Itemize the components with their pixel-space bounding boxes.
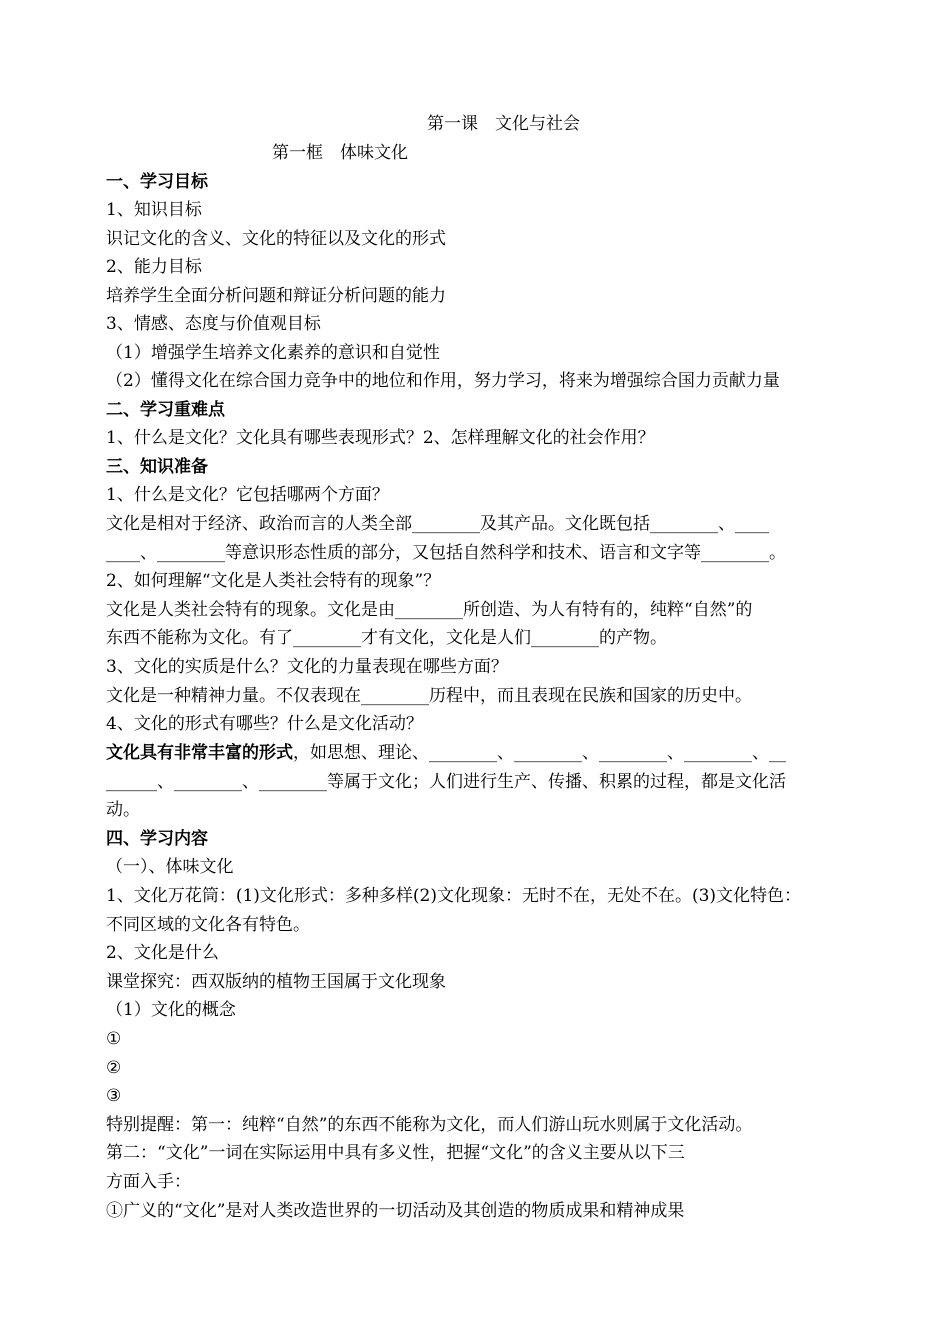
text-line: 1、知识目标 [106,200,202,220]
forms-line-bold: 文化具有非常丰富的形式 [106,743,293,763]
text-line: ______、________、________等属于文化；人们进行生产、传播、积累的过程，都是文化活 [106,772,786,792]
text-line: 文化是相对于经济、政治而言的人类全部________及其产品。文化既包括________、____ [106,514,769,534]
text-line: 1、什么是文化？它包括哪两个方面？ [106,485,389,505]
heading-learning-content: 四、学习内容 [106,829,208,849]
lesson-title: 第一课 文化与社会 [427,114,580,134]
text-line: ____、________等意识形态性质的部分，又包括自然科学和技术、语言和文字等________。 [106,543,786,563]
forms-line-rest: ，如思想、理论、________、________、________、________、__ [293,743,786,763]
text-line: （1）增强学生培养文化素养的意识和自觉性 [106,343,440,363]
text-line: 3、情感、态度与价值观目标 [106,314,321,334]
text-line: 识记文化的含义、文化的特征以及文化的形式 [106,229,446,249]
section-subtitle: 第一框 体味文化 [272,143,408,163]
text-line: （2）懂得文化在综合国力竞争中的地位和作用，努力学习，将来为增强综合国力贡献力量 [106,371,780,391]
text-line: 1、什么是文化？文化具有哪些表现形式？2、怎样理解文化的社会作用？ [106,428,655,448]
text-line: （一）、体味文化 [106,857,234,877]
text-line: 课堂探究：西双版纳的植物王国属于文化现象 [106,972,446,992]
text-line: 培养学生全面分析问题和辩证分析问题的能力 [106,286,446,306]
text-line: 东西不能称为文化。有了________才有文化，文化是人们________的产物。 [106,628,667,648]
heading-learning-goals: 一、学习目标 [106,172,208,192]
text-line: 3、文化的实质是什么？文化的力量表现在哪些方面？ [106,657,508,677]
heading-knowledge-prep: 三、知识准备 [106,457,208,477]
text-line: ② [106,1058,122,1078]
text-line: 2、能力目标 [106,257,202,277]
text-line: 不同区域的文化各有特色。 [106,915,310,935]
text-line: 2、文化是什么 [106,943,219,963]
text-line: 特别提醒：第一：纯粹“自然”的东西不能称为文化，而人们游山玩水则属于文化活动。 [106,1115,753,1135]
text-line: 第二：“文化”一词在实际运用中具有多义性，把握“文化”的含义主要从以下三 [106,1143,685,1163]
text-line: ③ [106,1086,122,1106]
text-line: 1、文化万花筒：(1)文化形式：多种多样(2)文化现象：无时不在，无处不在。(3)文化特色： [106,886,802,906]
text-line: （1）文化的概念 [106,1000,236,1020]
forms-line [106,743,786,763]
text-line: 2、如何理解“文化是人类社会特有的现象”？ [106,571,441,591]
text-line: 动。 [106,800,140,820]
text-line: 4、文化的形式有哪些？什么是文化活动？ [106,714,423,734]
text-line: 方面入手： [106,1172,191,1192]
text-line: ① [106,1029,122,1049]
text-line: 文化是一种精神力量。不仅表现在________历程中，而且表现在民族和国家的历史中。 [106,686,752,706]
heading-key-points: 二、学习重难点 [106,400,225,420]
text-line: ①广义的“文化”是对人类改造世界的一切活动及其创造的物质成果和精神成果 [106,1201,685,1221]
text-line: 文化是人类社会特有的现象。文化是由________所创造、为人有特有的，纯粹“自然”的 [106,600,753,620]
